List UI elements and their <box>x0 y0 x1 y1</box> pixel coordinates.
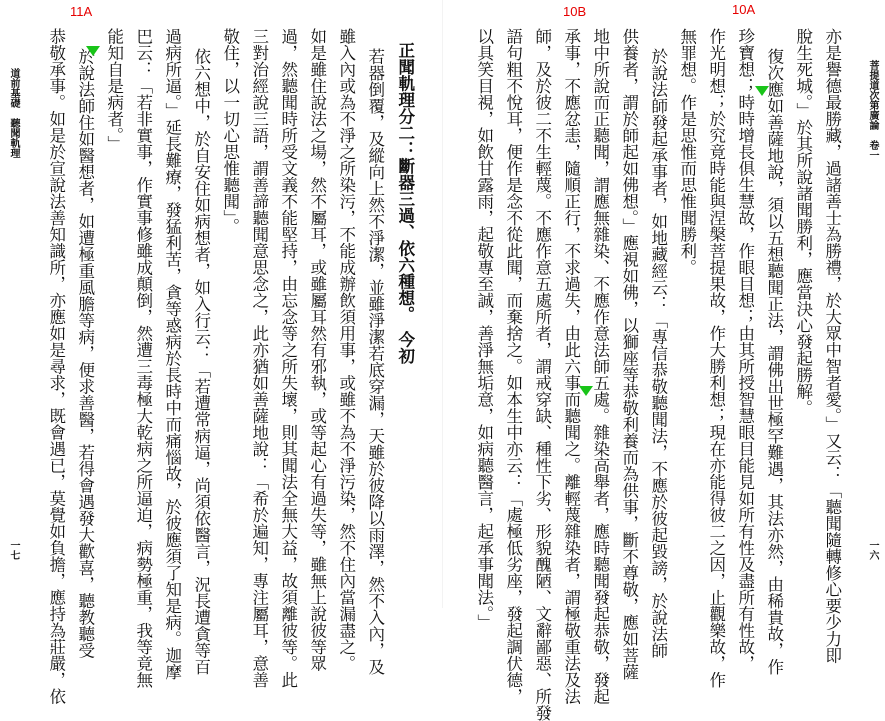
text-column: 於說法師發起承事者，如地藏經云：「專信恭敬聽聞法，不應於彼起毀謗，於說法師 <box>648 48 668 659</box>
annotation-label-10a: 10A <box>732 2 756 17</box>
text-column: 亦是譽德最勝藏，過諸善士為勝禮，於大眾中智者愛。」又云：「聽聞隨轉修心要少力即 <box>822 28 842 664</box>
text-column: 恭敬承事。如是於宣說法善知識所，亦應如是尋求，既會遇已，莫覺如負擔，應持為莊嚴，依 <box>46 28 66 705</box>
green-triangle-marker-icon <box>579 386 593 396</box>
running-header-right: 菩提道次第廣論 卷一 <box>867 60 878 160</box>
page-number-right: 一六 <box>867 540 878 560</box>
annotation-label-11a: 11A <box>70 4 93 19</box>
text-column: 三對治經說三語，謂善諦聽聞意思念之，此亦猶如善薩地說：「希於遍知，專注屬耳，意善 <box>249 28 269 688</box>
text-column: 珍寶想；時時增長俱生慧故，作眼目想；由其所授智慧眼目能見如所有性及盡所有性故， <box>735 28 755 672</box>
text-column: 雖入內或為不淨之所染污，不能成辦飲須用事，或雖不為不淨污染，然不住內當漏盡之。 <box>336 28 356 672</box>
text-column: 能知自是病者。」 <box>104 28 124 152</box>
running-header-left: 道前基礎 聽聞軌理 <box>8 68 19 158</box>
text-column: 供養者，謂於師起如佛想。」應視如佛，以獅座等恭敬利養而為供事，斷不尊敬，應如菩薩 <box>619 28 639 680</box>
text-column: 敬住，以一切心思惟聽聞」。 <box>220 28 240 235</box>
text-column: 如是雖住說法之場，然不屬耳，或雖屬耳然有邪執，或等起心有過失等，雖無上說彼等眾 <box>307 28 327 672</box>
text-column: 依六想中，於自安住如病想者，如入行云：「若遭常病逼，尚須依醫言，況長遭貪等百 <box>191 48 211 675</box>
text-column: 以具笑目視，如飲甘露雨，起敬專至誠，善淨無垢意，如病聽醫言，起承事聞法。」 <box>474 28 494 631</box>
text-column: 脫生死城。」於其所說諸聞勝利，應當決心發起勝解。 <box>793 28 813 416</box>
text-column: 若器倒覆，及縱向上然不淨潔，並雖淨潔若底穿漏，天雖於彼降以雨澤，然不入內，及 <box>365 48 385 675</box>
section-heading: 正聞軌理分二：斷器三過、依六種想。 今初 <box>395 42 415 364</box>
green-triangle-marker-icon <box>86 46 100 56</box>
text-column: 地中所說而正聽聞，謂應無雜染、不應作意法師五處。雜染高舉者，應時聽聞發起恭敬，發起 <box>590 28 610 705</box>
green-triangle-marker-icon <box>755 86 769 96</box>
text-column: 無罪想。作是思惟而思惟聞勝利。 <box>677 28 697 276</box>
annotation-label-10b: 10B <box>563 4 587 19</box>
text-column: 作光明想；於究竟時能與涅槃菩提果故，作大勝利想；現在亦能得彼二之因，止觀樂故，作 <box>706 28 726 688</box>
text-column: 承事，不應忿恚，隨順正行，不求過失，由此六事而聽聞之。離輕蔑雜染者，謂極敬重法及法 <box>561 28 581 705</box>
text-column: 過，然聽聞時所受文義不能堅持，由忘念等之所失壞，則其聞法全無大益，故須離彼等。此 <box>278 28 298 688</box>
text-column: 師，及於彼二不生輕蔑。不應作意五處所者，謂戒穿缺、種性下劣、形貌醜陋、文辭鄙惡、所發 <box>532 28 552 721</box>
text-column: 於說法師住如醫想者，如遭極重風膽等病，便求善醫，若得會遇發大歡喜，聽教聽受 <box>75 48 95 659</box>
text-column: 語句粗不悅耳，便作是念不從此聞，而棄捨之。如本生中亦云：「處極低劣座，發起調伏德， <box>503 28 523 705</box>
text-column: 巴云：「若非實事，作實事修雖成顛倒，然遭三毒極大乾病之所逼迫，病勢極重，我等竟無 <box>133 28 153 688</box>
text-column: 復次應如善薩地說，須以五想聽聞正法，謂佛出世極罕難遇，其法亦然，由稀貴故，作 <box>764 48 784 675</box>
text-column: 過病所逼。」延長難療，發猛利苦，貪等惑病於長時中而痛惱故，於彼應須了知是病。迦摩 <box>162 28 182 680</box>
page-gutter <box>442 0 443 608</box>
page-number-left: 一七 <box>8 540 19 560</box>
